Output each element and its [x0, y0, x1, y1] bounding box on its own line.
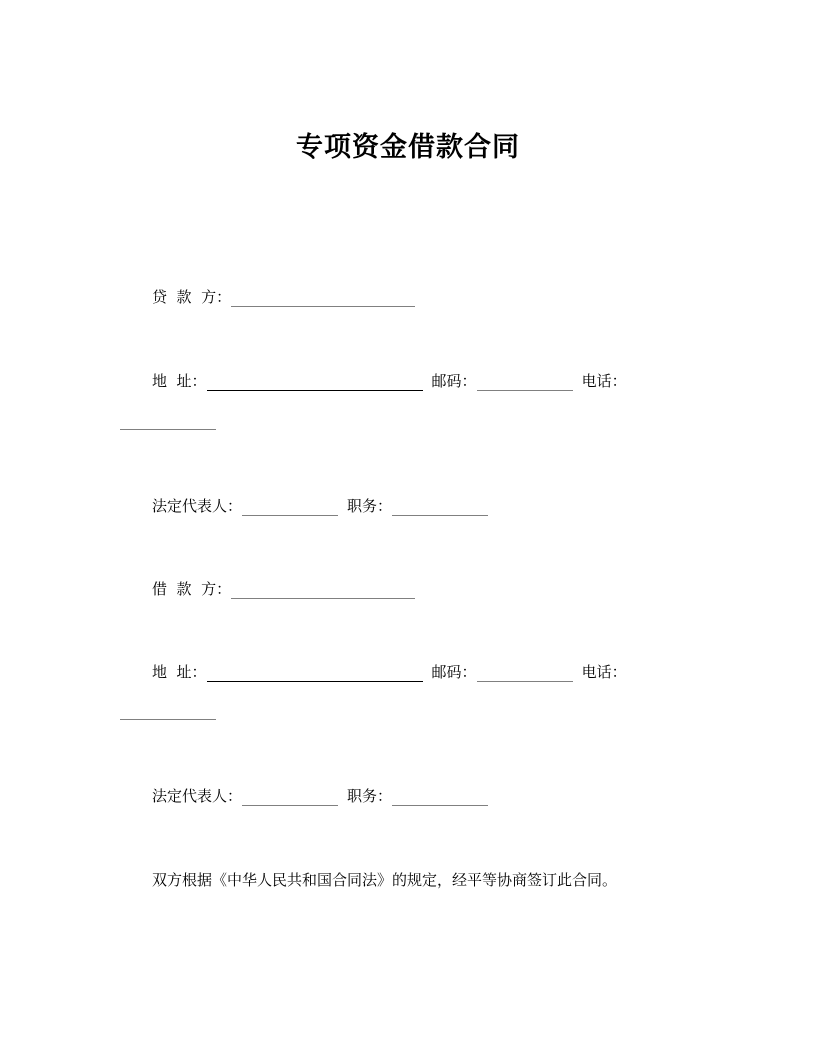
lender-legal-rep-label: 法定代表人： [152, 497, 243, 515]
lender-position-label: 职务： [347, 497, 393, 515]
lender-phone-label: 电话： [581, 372, 627, 390]
lender-address-blank[interactable] [207, 376, 423, 391]
document-title: 专项资金借款合同 [296, 132, 520, 163]
borrower-address-row [152, 662, 627, 682]
lender-address-label: 地 址： [152, 372, 207, 390]
lender-postcode-blank[interactable] [477, 376, 573, 391]
lender-legal-rep-row [152, 496, 488, 516]
borrower-legal-rep-blank[interactable] [242, 791, 338, 806]
lender-name-row [152, 287, 415, 307]
borrower-position-label: 职务： [347, 787, 393, 805]
preamble-text: 双方根据《中华人民共和国合同法》的规定，经平等协商签订此合同。 [152, 871, 618, 889]
lender-name-label: 贷 款 方： [152, 288, 232, 306]
borrower-position-blank[interactable] [392, 791, 488, 806]
borrower-name-row [152, 579, 415, 599]
lender-phone-blank[interactable] [120, 429, 216, 430]
borrower-postcode-blank[interactable] [477, 667, 573, 682]
lender-position-blank[interactable] [392, 501, 488, 516]
borrower-phone-label: 电话： [581, 663, 627, 681]
lender-address-row [152, 371, 627, 391]
lender-name-blank[interactable] [231, 292, 415, 307]
borrower-name-label: 借 款 方： [152, 580, 232, 598]
lender-legal-rep-blank[interactable] [242, 501, 338, 516]
borrower-postcode-label: 邮码： [431, 663, 477, 681]
borrower-name-blank[interactable] [231, 584, 415, 599]
borrower-address-blank[interactable] [207, 667, 423, 682]
borrower-phone-blank[interactable] [120, 719, 216, 720]
borrower-legal-rep-row [152, 786, 488, 806]
borrower-address-label: 地 址： [152, 663, 207, 681]
lender-postcode-label: 邮码： [431, 372, 477, 390]
borrower-legal-rep-label: 法定代表人： [152, 787, 243, 805]
